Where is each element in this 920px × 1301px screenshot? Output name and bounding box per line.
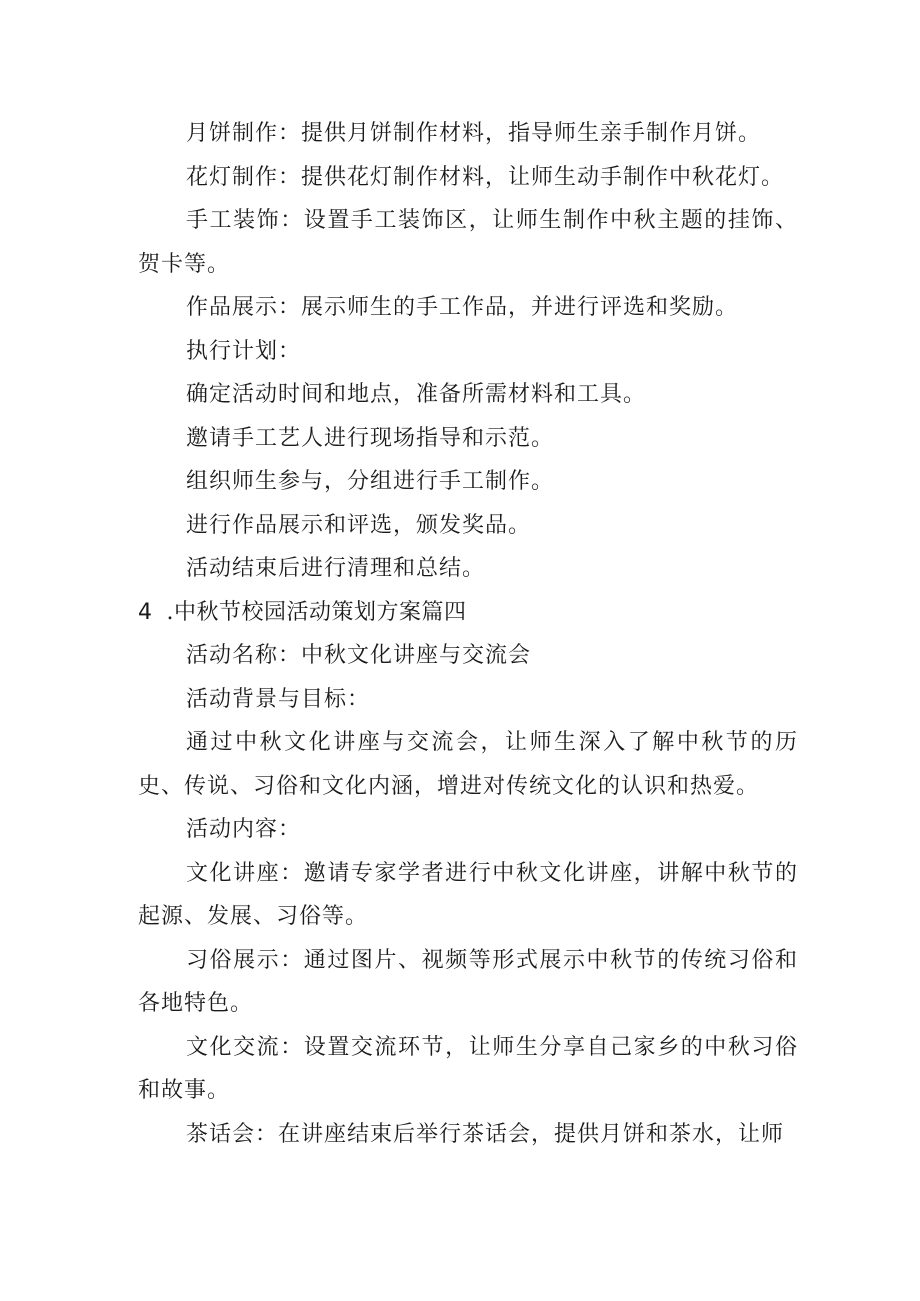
document-body xyxy=(138,112,798,1156)
paragraph: 组织师生参与，分组进行手工制作。 xyxy=(186,469,555,494)
section-title: .中秋节校园活动策划方案篇四 xyxy=(166,599,467,625)
paragraph: 活动内容： xyxy=(186,817,302,842)
paragraph: 月饼制作：提供月饼制作材料，指导师生亲手制作月饼。 xyxy=(186,121,762,146)
paragraph: 邀请手工艺人进行现场指导和示范。 xyxy=(186,425,555,451)
paragraph: 手工装饰：设置手工装饰区，让师生制作中秋主题的挂饰、贺卡等。 xyxy=(138,208,798,277)
paragraph: 作品展示：展示师生的手工作品，并进行评选和奖励。 xyxy=(186,295,739,320)
paragraph: 茶话会：在讲座结束后举行茶话会，提供月饼和茶水，让师 xyxy=(186,1121,785,1147)
section-heading xyxy=(138,591,798,635)
paragraph: 进行作品展示和评选，颁发奖品。 xyxy=(186,512,532,538)
paragraph: 花灯制作：提供花灯制作材料，让师生动手制作中秋花灯。 xyxy=(186,164,785,190)
paragraph: 通过中秋文化讲座与交流会，让师生深入了解中秋节的历史、传说、习俗和文化内涵，增进对传统文化的认识和热爱。 xyxy=(138,730,798,799)
section-number: 4 xyxy=(138,599,153,625)
paragraph: 文化讲座：邀请专家学者进行中秋文化讲座，讲解中秋节的起源、发展、习俗等。 xyxy=(138,860,798,929)
paragraph: 文化交流：设置交流环节，让师生分享自己家乡的中秋习俗和故事。 xyxy=(138,1034,798,1103)
paragraph: 确定活动时间和地点，准备所需材料和工具。 xyxy=(186,382,647,407)
paragraph: 习俗展示：通过图片、视频等形式展示中秋节的传统习俗和各地特色。 xyxy=(138,947,798,1016)
paragraph: 活动名称：中秋文化讲座与交流会 xyxy=(186,643,532,668)
paragraph: 活动结束后进行清理和总结。 xyxy=(186,556,486,581)
paragraph: 活动背景与目标： xyxy=(186,686,371,712)
paragraph: 执行计划： xyxy=(186,338,302,364)
